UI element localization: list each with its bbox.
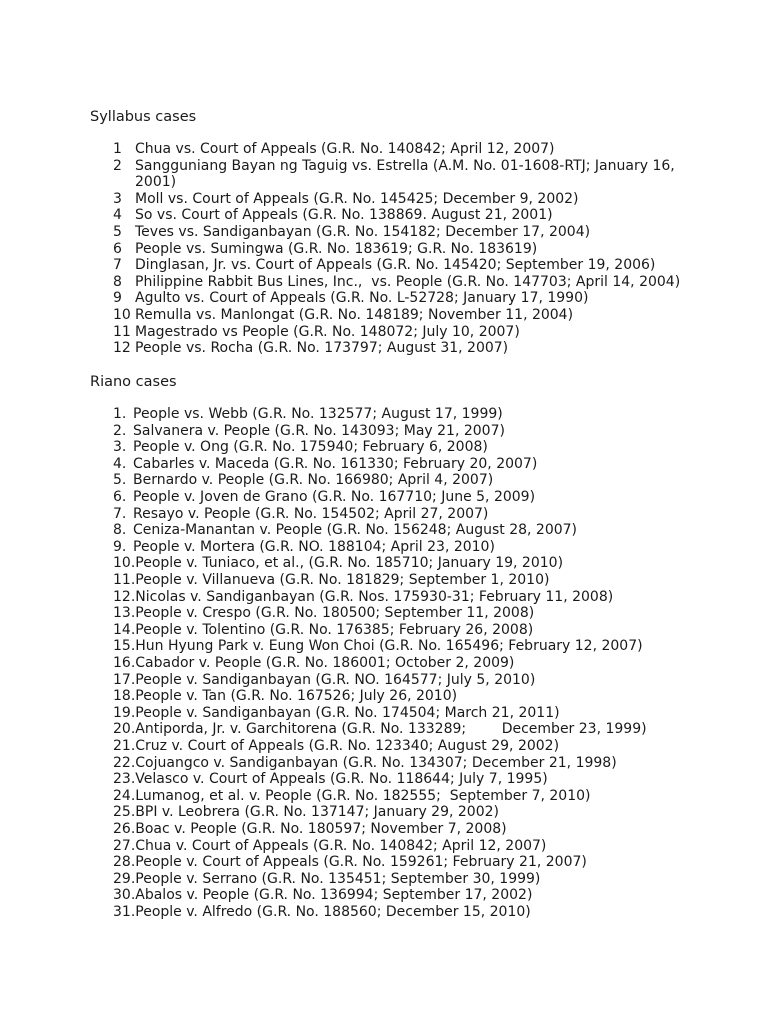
case-title: Resayo v. People (G.R. No. 154502; April 27, 2007) <box>133 505 489 522</box>
case-title: People v. Alfredo (G.R. No. 188560; December 15, 2010) <box>135 904 531 920</box>
case-number: 8. <box>113 522 127 539</box>
case-title: So vs. Court of Appeals (G.R. No. 138869. August 21, 2001) <box>135 207 553 224</box>
riano-heading: Riano cases <box>90 374 177 390</box>
case-number: 12 <box>113 340 131 357</box>
case-title: People v. Villanueva (G.R. No. 181829; September 1, 2010) <box>135 572 550 588</box>
case-title: Ceniza-Manantan v. People (G.R. No. 156248; August 28, 2007) <box>133 522 578 539</box>
case-number: 17. <box>113 671 136 688</box>
case-number: 9. <box>113 538 127 555</box>
case-title: People vs. Rocha (G.R. No. 173797; August 31, 2007) <box>135 340 509 357</box>
case-number: 7. <box>113 505 127 522</box>
case-title: Cojuangco v. Sandiganbayan (G.R. No. 134307; December 21, 1998) <box>135 754 617 771</box>
case-title-continuation: 2001) <box>135 174 177 191</box>
case-number: 28. <box>113 854 136 871</box>
case-number: 10 <box>113 307 131 323</box>
case-number: 1 <box>113 141 122 157</box>
case-title: Sangguniang Bayan ng Taguig vs. Estrella (A.M. No. 01-1608-RTJ; January 16, <box>135 157 675 174</box>
case-number: 5 <box>113 224 122 240</box>
case-number: 25. <box>113 804 136 821</box>
case-number: 21. <box>113 738 136 754</box>
case-title: People v. Tuniaco, et al., (G.R. No. 185710; January 19, 2010) <box>135 555 564 572</box>
case-title: Moll vs. Court of Appeals (G.R. No. 145425; December 9, 2002) <box>135 190 579 207</box>
case-title: Cabarles v. Maceda (G.R. No. 161330; February 20, 2007) <box>133 455 538 472</box>
case-title: People v. Crespo (G.R. No. 180500; September 11, 2008) <box>135 605 535 622</box>
case-number: 2. <box>113 422 127 439</box>
case-number: 16. <box>113 655 136 671</box>
case-title: Cruz v. Court of Appeals (G.R. No. 123340; August 29, 2002) <box>135 738 560 754</box>
case-number: 22. <box>113 754 136 771</box>
case-title: Magestrado vs People (G.R. No. 148072; July 10, 2007) <box>135 323 520 340</box>
case-number: 11 <box>113 323 131 340</box>
case-title: Chua vs. Court of Appeals (G.R. No. 140842; April 12, 2007) <box>135 141 555 157</box>
case-title: BPI v. Leobrera (G.R. No. 137147; January 29, 2002) <box>135 804 499 821</box>
case-number: 7 <box>113 257 122 274</box>
case-title: People v. Ong (G.R. No. 175940; February 6, 2008) <box>133 439 488 456</box>
case-title: Philippine Rabbit Bus Lines, Inc., vs. People (G.R. No. 147703; April 14, 2004) <box>135 273 681 290</box>
case-title: People v. Serrano (G.R. No. 135451; September 30, 1999) <box>135 870 541 887</box>
case-title: Nicolas v. Sandiganbayan (G.R. Nos. 175930-31; February 11, 2008) <box>135 588 614 605</box>
case-title: Teves vs. Sandiganbayan (G.R. No. 154182; December 17, 2004) <box>135 224 591 240</box>
case-title: People v. Sandiganbayan (G.R. No. 174504; March 21, 2011) <box>135 704 560 721</box>
case-number: 1. <box>113 406 127 422</box>
case-title: Remulla vs. Manlongat (G.R. No. 148189; November 11, 2004) <box>135 307 574 323</box>
case-number: 10. <box>113 555 136 572</box>
case-number: 8 <box>113 273 122 290</box>
case-title: Chua v. Court of Appeals (G.R. No. 140842; April 12, 2007) <box>135 837 547 854</box>
case-number: 12. <box>113 588 136 605</box>
case-number: 23. <box>113 771 136 788</box>
case-title: People v. Court of Appeals (G.R. No. 159261; February 21, 2007) <box>135 854 587 871</box>
case-title: Abalos v. People (G.R. No. 136994; September 17, 2002) <box>135 887 533 904</box>
case-number: 24. <box>113 787 136 804</box>
case-title: Dinglasan, Jr. vs. Court of Appeals (G.R. No. 145420; September 19, 2006) <box>135 257 656 274</box>
case-number: 26. <box>113 821 136 837</box>
case-title: People v. Sandiganbayan (G.R. NO. 164577; July 5, 2010) <box>135 671 536 688</box>
case-number: 4. <box>113 455 127 472</box>
case-title: People v. Mortera (G.R. NO. 188104; April 23, 2010) <box>133 538 495 555</box>
case-title: Lumanog, et al. v. People (G.R. No. 182555; September 7, 2010) <box>135 787 591 804</box>
case-number: 3. <box>113 439 127 456</box>
case-title: People v. Tolentino (G.R. No. 176385; February 26, 2008) <box>135 621 534 638</box>
case-title: Velasco v. Court of Appeals (G.R. No. 118644; July 7, 1995) <box>135 771 548 788</box>
case-title: Boac v. People (G.R. No. 180597; November 7, 2008) <box>135 821 507 837</box>
case-number: 4 <box>113 207 122 224</box>
case-number: 14. <box>113 621 136 638</box>
case-number: 5. <box>113 472 127 489</box>
case-title: People vs. Sumingwa (G.R. No. 183619; G.R. No. 183619) <box>135 240 538 257</box>
syllabus-heading: Syllabus cases <box>90 109 197 125</box>
case-title: People v. Joven de Grano (G.R. No. 167710; June 5, 2009) <box>133 489 536 505</box>
case-number: 20. <box>113 721 136 738</box>
case-title: Agulto vs. Court of Appeals (G.R. No. L-52728; January 17, 1990) <box>135 290 589 307</box>
case-number: 6 <box>113 240 122 257</box>
case-title: People v. Tan (G.R. No. 167526; July 26, 2010) <box>135 688 458 705</box>
case-number: 15. <box>113 638 136 655</box>
case-title: Bernardo v. People (G.R. No. 166980; April 4, 2007) <box>133 472 494 489</box>
case-number: 29. <box>113 870 136 887</box>
case-number: 2 <box>113 157 122 174</box>
case-number: 13. <box>113 605 136 622</box>
case-number: 6. <box>113 489 127 505</box>
case-number: 18. <box>113 688 136 705</box>
case-title: Salvanera v. People (G.R. No. 143093; May 21, 2007) <box>133 422 505 439</box>
case-number: 3 <box>113 190 122 207</box>
case-number: 9 <box>113 290 122 307</box>
case-number: 19. <box>113 704 136 721</box>
case-number: 31. <box>113 904 136 920</box>
case-title: People vs. Webb (G.R. No. 132577; August 17, 1999) <box>133 406 503 422</box>
case-number: 30. <box>113 887 136 904</box>
case-number: 27. <box>113 837 136 854</box>
case-number: 11. <box>113 572 136 588</box>
case-title: Hun Hyung Park v. Eung Won Choi (G.R. No. 165496; February 12, 2007) <box>135 638 643 655</box>
case-title: Antiporda, Jr. v. Garchitorena (G.R. No. 133289; December 23, 1999) <box>135 721 647 738</box>
case-title: Cabador v. People (G.R. No. 186001; October 2, 2009) <box>135 655 515 671</box>
